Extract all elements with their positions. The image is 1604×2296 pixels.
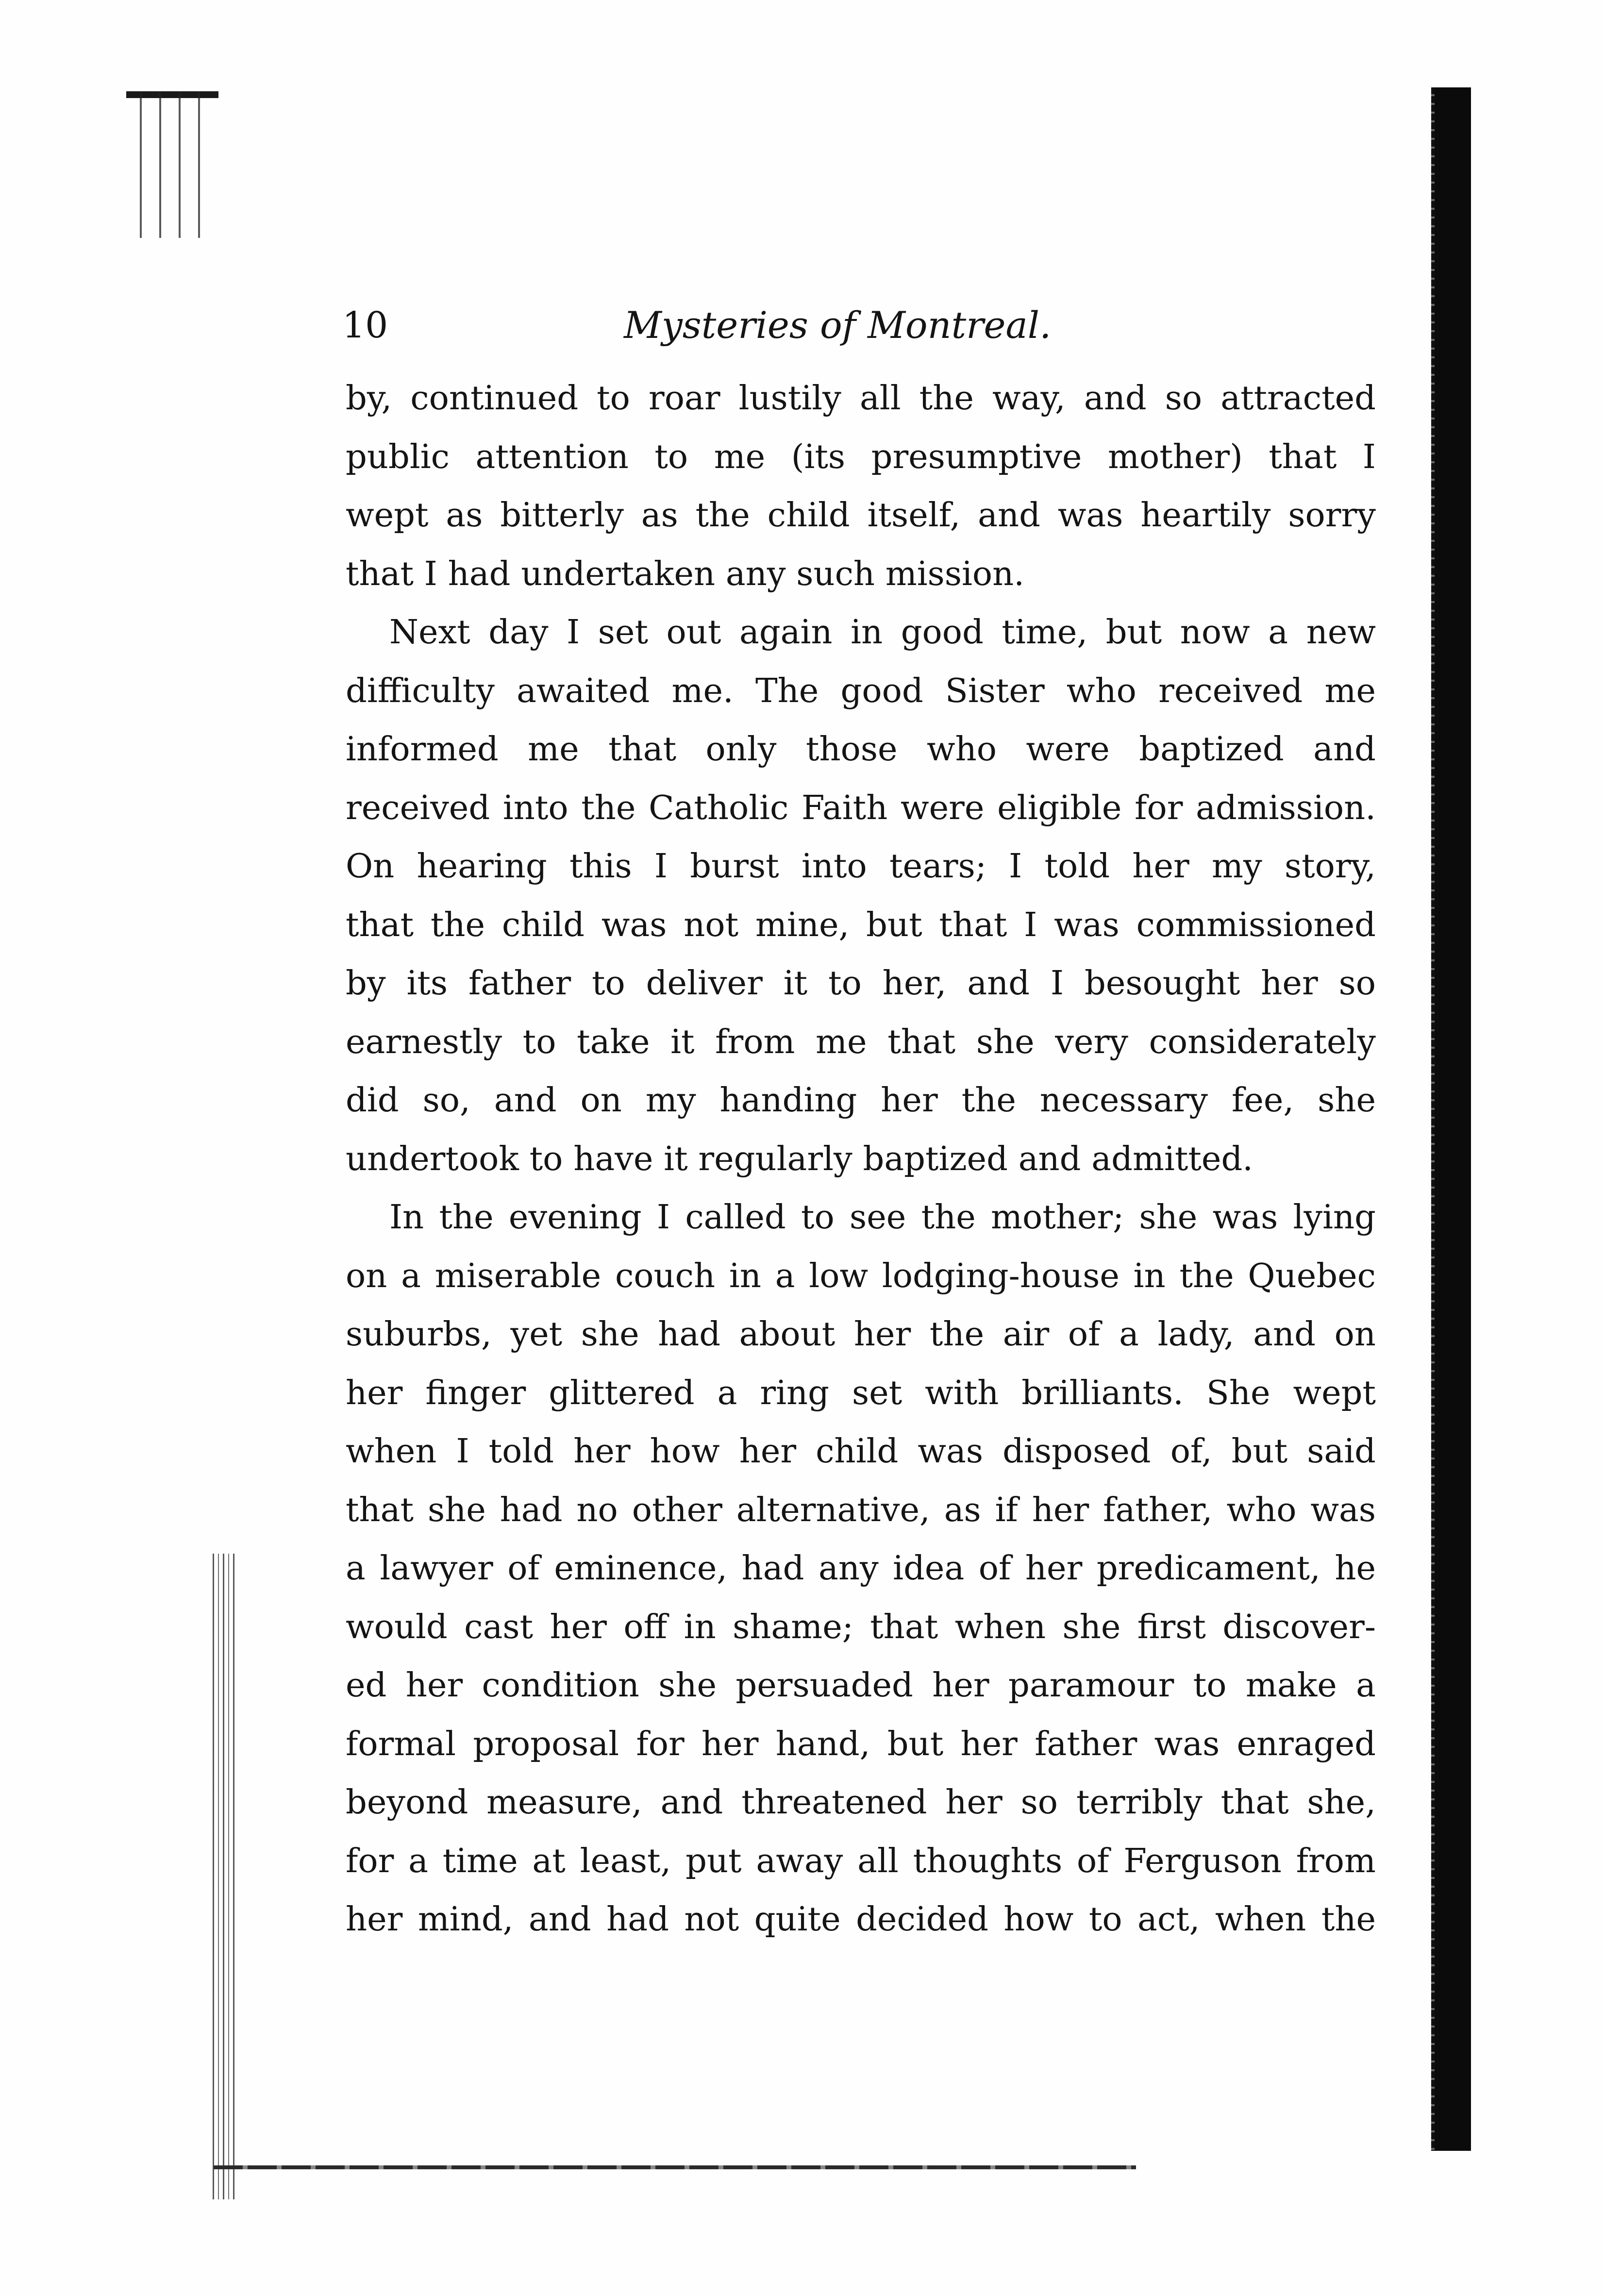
text-line: that the child was not mine, but that I was commissioned: [346, 905, 1376, 944]
text-line: on a miserable couch in a low lodging-house in the Quebec: [346, 1256, 1376, 1295]
text-line: suburbs, yet she had about her the air of a lady, and on: [346, 1315, 1376, 1354]
text-line: received into the Catholic Faith were eligible for admission.: [346, 788, 1376, 827]
text-line: beyond measure, and threatened her so terribly that she,: [346, 1783, 1376, 1822]
paragraph-first-line: Next day I set out again in good time, but now a new: [389, 613, 1376, 652]
running-title: Mysteries of Montreal.: [624, 303, 1052, 347]
text-line: undertook to have it regularly baptized and admitted.: [346, 1139, 1253, 1178]
scan-binding-marks-top: [131, 92, 209, 238]
text-line: On hearing this I burst into tears; I told her my story,: [346, 847, 1376, 886]
text-line: a lawyer of eminence, had any idea of her predicament, he: [346, 1549, 1376, 1588]
text-line: that she had no other alternative, as if her father, who was: [346, 1490, 1376, 1529]
scan-binding-marks-bottom: [209, 1554, 238, 2199]
page-number: 10: [342, 304, 388, 346]
running-header: [342, 296, 1381, 354]
text-line: that I had undertaken any such mission.: [346, 554, 1025, 593]
text-line: ed her condition she persuaded her paramour to make a: [346, 1666, 1376, 1705]
text-line: did so, and on my handing her the necessary fee, she: [346, 1081, 1376, 1120]
text-line: her finger glittered a ring set with brilliants. She wept: [346, 1373, 1376, 1412]
text-line: difficulty awaited me. The good Sister who received me: [346, 671, 1376, 710]
text-line: by its father to deliver it to her, and I besought her so: [346, 964, 1376, 1003]
scan-dark-margin-bar: [1435, 87, 1471, 2151]
text-line: for a time at least, put away all thoughts of Ferguson from: [346, 1841, 1376, 1880]
paragraph-first-line: In the evening I called to see the mother; she was lying: [389, 1198, 1376, 1237]
text-line: her mind, and had not quite decided how to act, when the: [346, 1900, 1376, 1939]
text-line: wept as bitterly as the child itself, and was heartily sorry: [346, 496, 1376, 535]
text-line: by, continued to roar lustily all the way, and so attracted: [346, 379, 1376, 418]
text-line: when I told her how her child was disposed of, but said: [346, 1432, 1376, 1471]
text-line: earnestly to take it from me that she very considerately: [346, 1022, 1376, 1061]
text-line: public attention to me (its presumptive mother) that I: [346, 437, 1376, 476]
body-text: [346, 369, 1376, 1949]
text-line: formal proposal for her hand, but her father was enraged: [346, 1724, 1376, 1763]
text-line: informed me that only those who were baptized and: [346, 730, 1376, 769]
scan-bottom-rule: [214, 2165, 1136, 2169]
text-line: would cast her off in shame; that when she first discover-: [346, 1607, 1376, 1646]
